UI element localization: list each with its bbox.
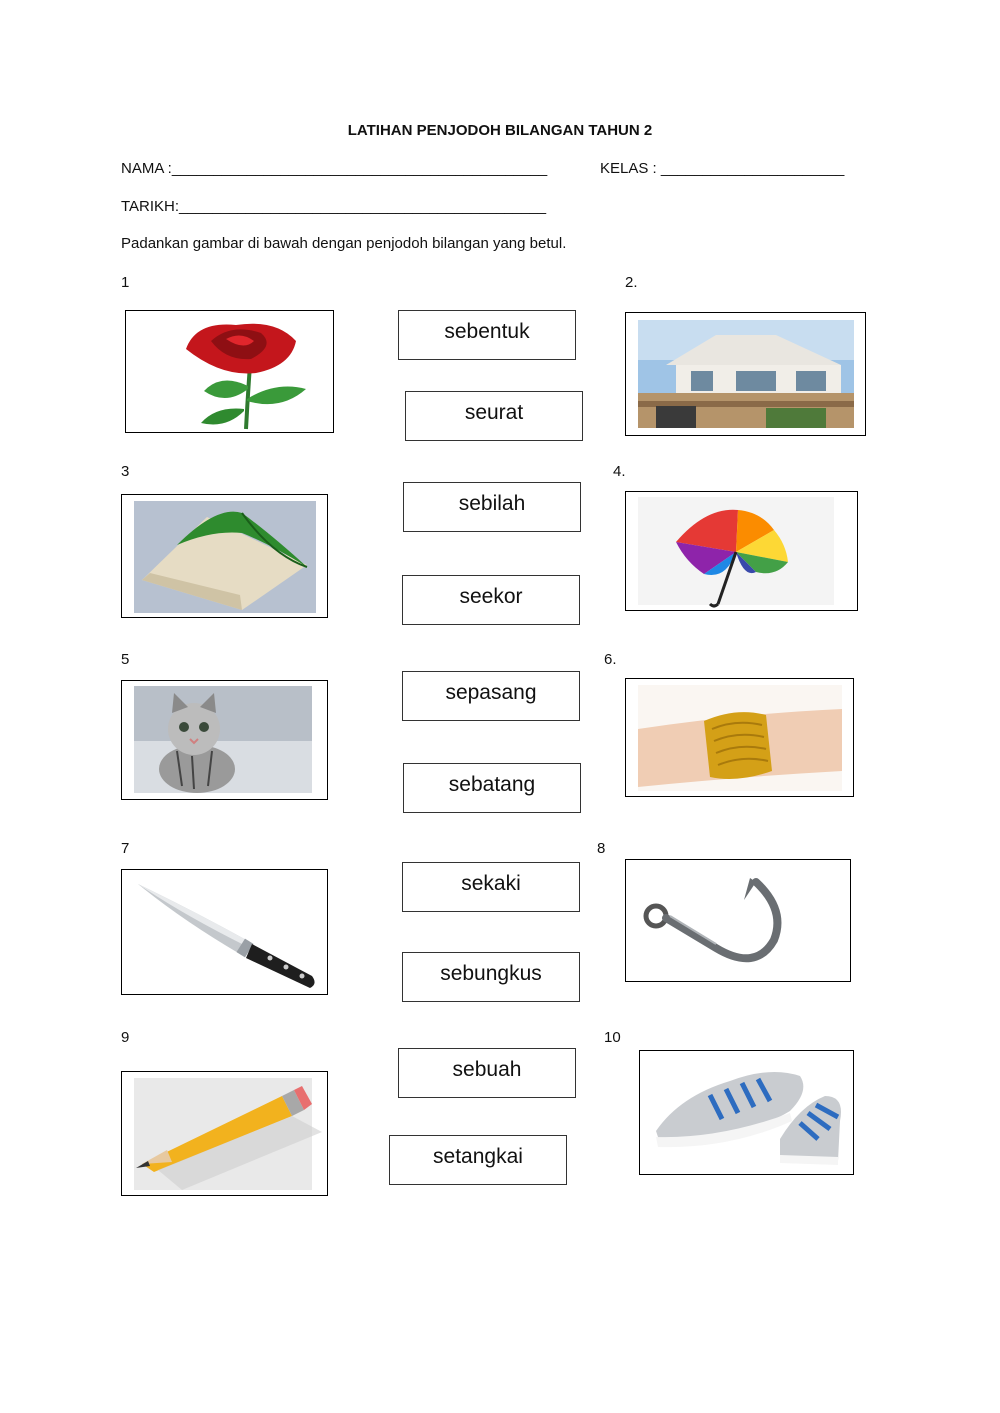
- word-box-sekaki[interactable]: sekaki: [402, 862, 580, 912]
- question-number: 5: [121, 651, 130, 668]
- picture-knife[interactable]: [121, 869, 328, 995]
- question-number: 3: [121, 463, 130, 480]
- picture-umbrella[interactable]: [625, 491, 858, 611]
- house-icon: [626, 313, 866, 436]
- word-box-sebungkus[interactable]: sebungkus: [402, 952, 580, 1002]
- kitten-icon: [122, 681, 328, 800]
- rose-icon: [126, 311, 334, 433]
- question-number: 4.: [613, 463, 626, 480]
- question-number: 10: [604, 1029, 621, 1046]
- nama-field[interactable]: NAMA :_____________________________________________: [121, 160, 548, 177]
- rice-packet-icon: [122, 495, 328, 618]
- word-box-sepasang[interactable]: sepasang: [402, 671, 580, 721]
- word-box-sebentuk[interactable]: sebentuk: [398, 310, 576, 360]
- picture-fish-hook[interactable]: [625, 859, 851, 982]
- word-box-sebilah[interactable]: sebilah: [403, 482, 581, 532]
- knife-icon: [122, 870, 328, 995]
- pencil-icon: [122, 1072, 328, 1196]
- bangle-icon: [626, 679, 854, 797]
- shoes-icon: [640, 1051, 854, 1175]
- question-number: 2.: [625, 274, 638, 291]
- word-box-sebatang[interactable]: sebatang: [403, 763, 581, 813]
- tarikh-field[interactable]: TARIKH:____________________________________________: [121, 198, 547, 215]
- picture-bangle[interactable]: [625, 678, 854, 797]
- picture-house[interactable]: [625, 312, 866, 436]
- picture-shoes[interactable]: [639, 1050, 854, 1175]
- word-box-setangkai[interactable]: setangkai: [389, 1135, 567, 1185]
- fish-hook-icon: [626, 860, 851, 982]
- worksheet-title: LATIHAN PENJODOH BILANGAN TAHUN 2: [347, 122, 653, 139]
- word-box-seekor[interactable]: seekor: [402, 575, 580, 625]
- kelas-field[interactable]: KELAS : ______________________: [600, 160, 845, 177]
- word-box-seurat[interactable]: seurat: [405, 391, 583, 441]
- question-number: 1: [121, 274, 130, 291]
- question-number: 7: [121, 840, 130, 857]
- picture-rose[interactable]: [125, 310, 334, 433]
- word-box-sebuah[interactable]: sebuah: [398, 1048, 576, 1098]
- question-number: 6.: [604, 651, 617, 668]
- question-number: 8: [597, 840, 606, 857]
- picture-pencil[interactable]: [121, 1071, 328, 1196]
- picture-rice-packet[interactable]: [121, 494, 328, 618]
- instruction-text: Padankan gambar di bawah dengan penjodoh bilangan yang betul.: [121, 235, 567, 252]
- umbrella-icon: [626, 492, 858, 611]
- picture-kitten[interactable]: [121, 680, 328, 800]
- question-number: 9: [121, 1029, 130, 1046]
